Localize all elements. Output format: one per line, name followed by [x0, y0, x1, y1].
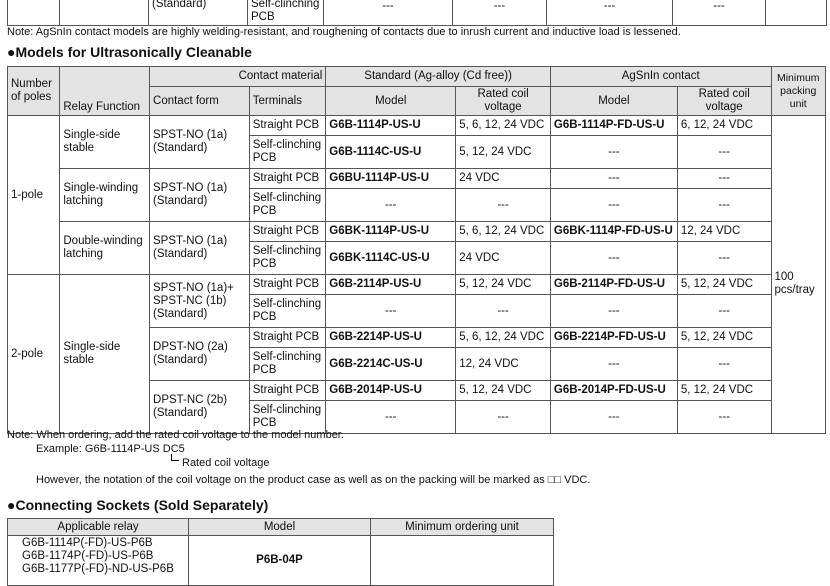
header-contact-material: Contact material: [150, 67, 326, 87]
terminal-cell: Straight PCB: [249, 169, 326, 189]
ag-voltage-cell: ---: [677, 242, 771, 275]
header-std-model: Model: [326, 87, 456, 116]
note-agsnin: Note: AgSnIn contact models are highly welding-resistant, and roughening of contacts due to inrush current and inductive load is lessened.: [7, 26, 681, 38]
callout-label: Rated coil voltage: [182, 457, 270, 469]
contact-form-cell: SPST-NO (1a) (Standard): [150, 169, 250, 222]
previous-table-fragment: [7, 0, 827, 26]
contact-form-cell: DPST-NC (2b) (Standard): [150, 381, 250, 434]
cell: (Standard): [149, 0, 248, 26]
note-line-1: Note: When ordering, add the rated coil voltage to the model number.: [7, 429, 344, 441]
terminal-cell: Straight PCB: [249, 328, 326, 348]
cell: Self-clinching PCB: [248, 0, 324, 26]
std-voltage-cell: 5, 6, 12, 24 VDC: [456, 328, 551, 348]
terminal-cell: Straight PCB: [249, 116, 326, 136]
terminal-cell: Straight PCB: [249, 381, 326, 401]
std-model-cell: G6B-2114P-US-U: [326, 275, 456, 295]
ag-voltage-cell: 5, 12, 24 VDC: [677, 328, 771, 348]
terminal-cell: Self-clinching PCB: [249, 136, 326, 169]
socket-model-cell: P6B-04P: [189, 536, 371, 586]
cell: ---: [453, 0, 547, 26]
std-model-cell: G6BU-1114P-US-U: [326, 169, 456, 189]
table-row: [8, 536, 554, 586]
std-voltage-cell: 5, 12, 24 VDC: [456, 275, 551, 295]
std-model-cell: G6BK-1114P-US-U: [326, 222, 456, 242]
std-voltage-cell: ---: [456, 295, 551, 328]
table-row: [8, 169, 826, 189]
example-suffix: DC5: [162, 443, 185, 455]
function-cell: Single-side stable: [60, 275, 150, 434]
contact-form-cell: DPST-NO (2a) (Standard): [150, 328, 250, 381]
contact-form-cell: SPST-NO (1a)+ SPST-NC (1b) (Standard): [150, 275, 250, 328]
cell: [8, 0, 60, 26]
section-title-sockets: ●Connecting Sockets (Sold Separately): [7, 497, 269, 513]
std-voltage-cell: 24 VDC: [456, 242, 551, 275]
header-terminals: Terminals: [249, 87, 326, 116]
std-voltage-cell: 5, 12, 24 VDC: [456, 136, 551, 169]
ag-model-cell: G6B-2214P-FD-US-U: [550, 328, 677, 348]
header-standard: Standard (Ag-alloy (Cd free)): [326, 67, 551, 87]
min-order-unit-cell: [371, 536, 554, 586]
header-min-packing: Minimum packing unit: [771, 67, 825, 116]
ag-voltage-cell: ---: [677, 136, 771, 169]
terminal-cell: Straight PCB: [249, 222, 326, 242]
terminal-cell: Self-clinching PCB: [249, 401, 326, 434]
header-std-voltage: Rated coil voltage: [456, 87, 551, 116]
ag-model-cell: ---: [550, 189, 677, 222]
std-voltage-cell: ---: [456, 401, 551, 434]
ag-model-cell: G6B-1114P-FD-US-U: [550, 116, 677, 136]
ag-voltage-cell: ---: [677, 169, 771, 189]
header-ag-voltage: Rated coil voltage: [677, 87, 771, 116]
header-ag-model: Model: [550, 87, 677, 116]
poles-1: 1-pole: [8, 116, 60, 275]
ag-model-cell: ---: [550, 401, 677, 434]
std-model-cell: G6B-1114C-US-U: [326, 136, 456, 169]
example-line: [7, 442, 807, 456]
note-line-3: However, the notation of the coil voltage on the product case as well as on the packing will be marked as □□ VDC.: [36, 474, 591, 486]
header-contact-form: Contact form: [150, 87, 250, 116]
terminal-cell: Self-clinching PCB: [249, 295, 326, 328]
ag-voltage-cell: ---: [677, 295, 771, 328]
ag-model-cell: G6BK-1114P-FD-US-U: [550, 222, 677, 242]
terminal-cell: Self-clinching PCB: [249, 242, 326, 275]
std-model-cell: ---: [326, 401, 456, 434]
terminal-cell: Self-clinching PCB: [249, 189, 326, 222]
ag-voltage-cell: ---: [677, 189, 771, 222]
ag-model-cell: G6B-2014P-FD-US-U: [550, 381, 677, 401]
ag-model-cell: ---: [550, 348, 677, 381]
std-model-cell: G6B-2014P-US-U: [326, 381, 456, 401]
std-voltage-cell: 5, 6, 12, 24 VDC: [456, 116, 551, 136]
ag-voltage-cell: ---: [677, 348, 771, 381]
std-voltage-cell: 12, 24 VDC: [456, 348, 551, 381]
ordering-note: [7, 428, 807, 487]
std-voltage-cell: 24 VDC: [456, 169, 551, 189]
std-model-cell: G6B-2214C-US-U: [326, 348, 456, 381]
sockets-table: [7, 518, 554, 586]
cell: ---: [673, 0, 766, 26]
ag-voltage-cell: 5, 12, 24 VDC: [677, 275, 771, 295]
contact-form-cell: SPST-NO (1a) (Standard): [150, 116, 250, 169]
header-socket-model: Model: [189, 519, 371, 536]
header-relay-function: Relay Function: [60, 67, 150, 116]
callout-bracket: [171, 454, 179, 461]
table-row: [8, 116, 826, 136]
function-cell: Single-winding latching: [60, 169, 150, 222]
header-min-order-unit: Minimum ordering unit: [371, 519, 554, 536]
cell: ---: [547, 0, 673, 26]
header-agsnin: AgSnIn contact: [550, 67, 771, 87]
terminal-cell: Self-clinching PCB: [249, 348, 326, 381]
packing-cell: 100 pcs/tray: [771, 116, 825, 434]
ag-voltage-cell: 5, 12, 24 VDC: [677, 381, 771, 401]
std-model-cell: G6B-1114P-US-U: [326, 116, 456, 136]
ag-model-cell: ---: [550, 242, 677, 275]
function-cell: Double-winding latching: [60, 222, 150, 275]
poles-2: 2-pole: [8, 275, 60, 434]
cell: [766, 0, 827, 26]
std-voltage-cell: 5, 6, 12, 24 VDC: [456, 222, 551, 242]
table-row: [8, 222, 826, 242]
ag-voltage-cell: 12, 24 VDC: [677, 222, 771, 242]
cell: ---: [324, 0, 453, 26]
ultrasonic-models-table: [7, 66, 826, 434]
ag-voltage-cell: ---: [677, 401, 771, 434]
cell: [60, 0, 149, 26]
table-row: [8, 275, 826, 295]
section-title-ultrasonic: ●Models for Ultrasonically Cleanable: [7, 44, 252, 60]
header-applicable-relay: Applicable relay: [8, 519, 189, 536]
ag-model-cell: ---: [550, 169, 677, 189]
contact-form-cell: SPST-NO (1a) (Standard): [150, 222, 250, 275]
ag-model-cell: ---: [550, 295, 677, 328]
ag-voltage-cell: 6, 12, 24 VDC: [677, 116, 771, 136]
example-prefix: Example: G6B-1114P-US: [36, 443, 163, 455]
std-model-cell: ---: [326, 295, 456, 328]
ag-model-cell: ---: [550, 136, 677, 169]
std-voltage-cell: 5, 12, 24 VDC: [456, 381, 551, 401]
terminal-cell: Straight PCB: [249, 275, 326, 295]
ag-model-cell: G6B-2114P-FD-US-U: [550, 275, 677, 295]
std-model-cell: G6BK-1114C-US-U: [326, 242, 456, 275]
applicable-relay-cell: G6B-1114P(-FD)-US-P6B G6B-1174P(-FD)-US-P6B G6B-1177P(-FD)-ND-US-P6B: [8, 536, 189, 586]
std-model-cell: G6B-2214P-US-U: [326, 328, 456, 348]
std-voltage-cell: ---: [456, 189, 551, 222]
std-model-cell: ---: [326, 189, 456, 222]
header-number-of-poles: Number of poles: [8, 67, 60, 116]
function-cell: Single-side stable: [60, 116, 150, 169]
